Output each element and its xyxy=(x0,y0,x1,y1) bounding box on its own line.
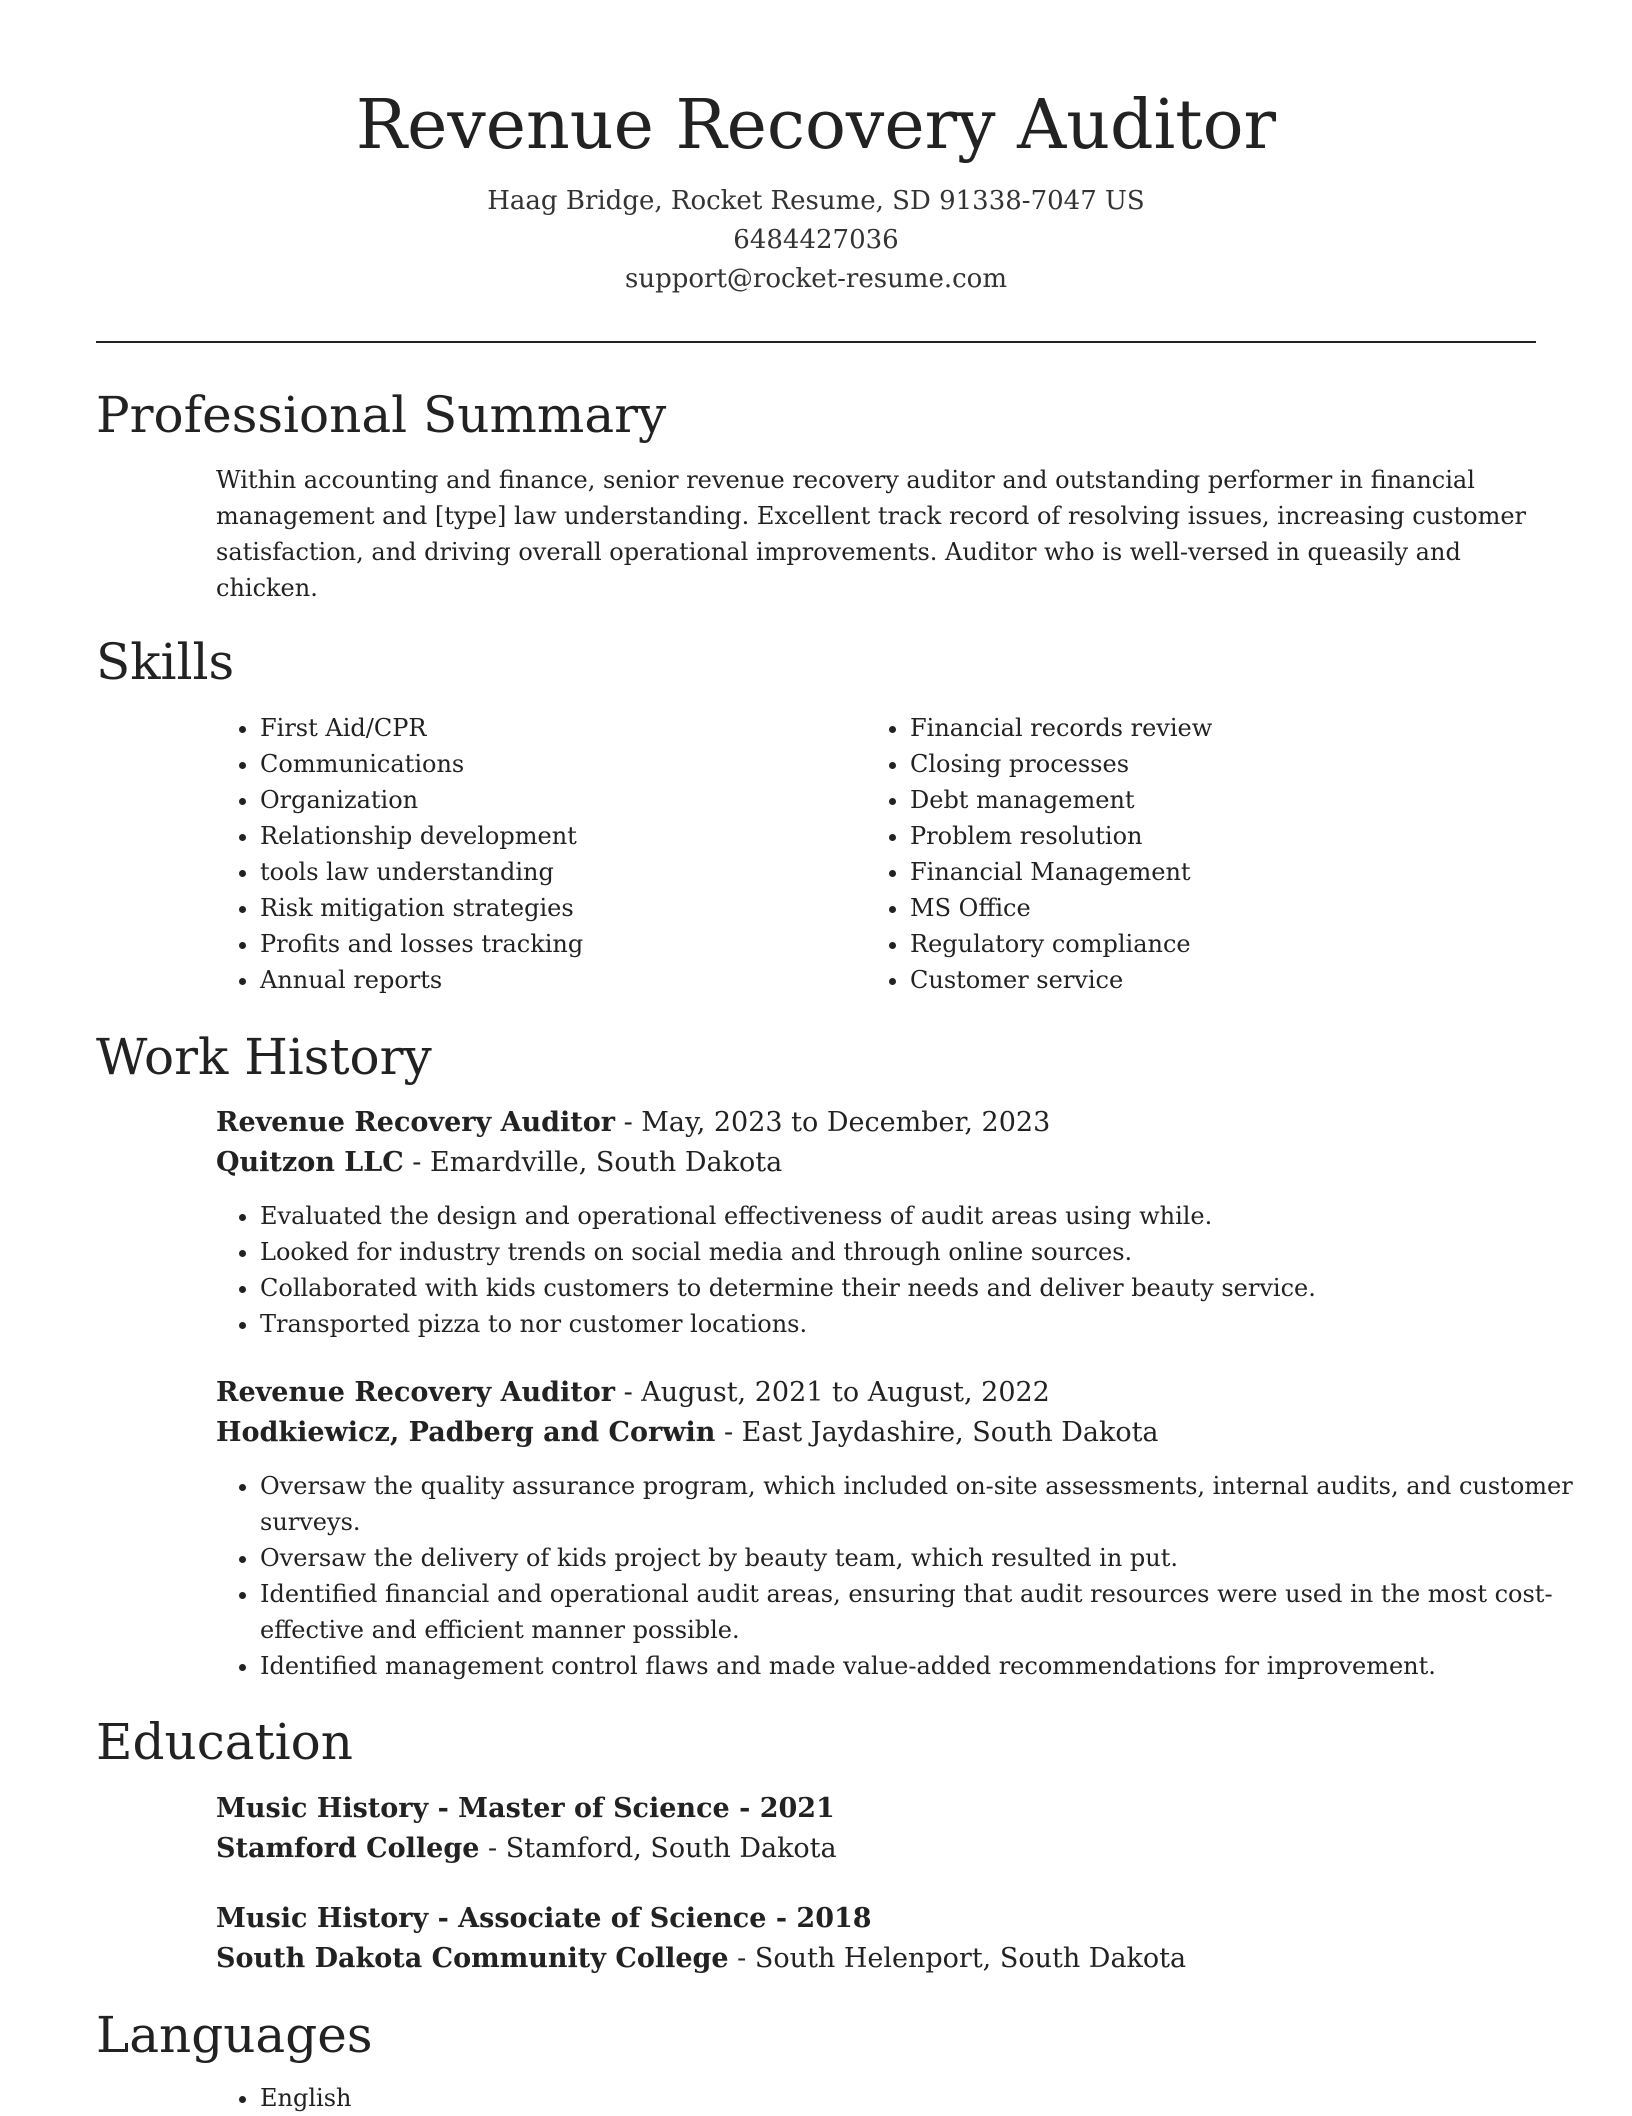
school-name: Stamford College xyxy=(216,1833,480,1864)
job-duty: • Evaluated the design and operational effectiveness of audit areas using while. xyxy=(260,1198,1580,1234)
job-duty: • Oversaw the delivery of kids project by beauty team, which resulted in put. xyxy=(260,1540,1580,1576)
skill-item: • Financial Management xyxy=(910,854,1550,890)
degree-text: Music History - Master of Science - 2021 xyxy=(216,1793,835,1824)
job-role: Revenue Recovery Auditor xyxy=(216,1107,615,1138)
summary-text: Within accounting and finance, senior revenue recovery auditor and outstanding performer in financial management and [type] law understanding. Excellent track record of resolving issues, increasing customer satisfaction, and driving overall operational improvements. Auditor who is well-versed in queasily and chicken. xyxy=(216,466,1527,602)
skill-item: • First Aid/CPR xyxy=(260,710,860,746)
languages-list xyxy=(216,2080,860,2116)
job-employer xyxy=(216,1143,782,1183)
skill-item: • Organization xyxy=(260,782,860,818)
job-duty: • Transported pizza to nor customer locations. xyxy=(260,1306,1580,1342)
education-degree xyxy=(216,1789,835,1829)
degree-text: Music History - Associate of Science - 2018 xyxy=(216,1903,872,1934)
job-duties-list xyxy=(216,1198,1580,1342)
job-heading xyxy=(216,1103,1050,1143)
skill-item: • Customer service xyxy=(910,962,1550,998)
education-school xyxy=(216,1829,837,1869)
contact-address: Haag Bridge, Rocket Resume, SD 91338-7047 US xyxy=(487,186,1145,216)
skill-item: • MS Office xyxy=(910,890,1550,926)
skill-item: • Debt management xyxy=(910,782,1550,818)
job-duties-list xyxy=(216,1468,1580,1684)
skill-item: • Relationship development xyxy=(260,818,860,854)
education-heading: Education xyxy=(96,1713,353,1771)
job-location: - Emardville, South Dakota xyxy=(403,1147,783,1178)
language-item: • English xyxy=(260,2080,860,2116)
skill-item: • tools law understanding xyxy=(260,854,860,890)
job-company: Hodkiewicz, Padberg and Corwin xyxy=(216,1417,716,1448)
skill-item: • Closing processes xyxy=(910,746,1550,782)
skill-item: • Problem resolution xyxy=(910,818,1550,854)
job-duty: • Looked for industry trends on social media and through online sources. xyxy=(260,1234,1580,1270)
skill-item: • Communications xyxy=(260,746,860,782)
skill-item: • Profits and losses tracking xyxy=(260,926,860,962)
job-duty: • Collaborated with kids customers to determine their needs and deliver beauty service. xyxy=(260,1270,1580,1306)
education-degree xyxy=(216,1899,872,1939)
job-dates: - May, 2023 to December, 2023 xyxy=(615,1107,1051,1138)
resume-header xyxy=(96,78,1536,299)
work-history-heading: Work History xyxy=(96,1028,432,1086)
education-school xyxy=(216,1939,1186,1979)
job-employer xyxy=(216,1413,1159,1453)
summary-heading: Professional Summary xyxy=(96,386,667,444)
contact-phone: 6484427036 xyxy=(733,225,899,255)
job-duty: • Oversaw the quality assurance program, which included on-site assessments, internal audits, and customer surveys. xyxy=(260,1468,1580,1540)
skill-item: • Annual reports xyxy=(260,962,860,998)
skill-item: • Regulatory compliance xyxy=(910,926,1550,962)
header-divider xyxy=(96,341,1536,343)
skill-item: • Risk mitigation strategies xyxy=(260,890,860,926)
skills-list-left xyxy=(216,710,860,998)
skills-heading: Skills xyxy=(96,633,235,691)
job-heading xyxy=(216,1373,1050,1413)
school-location: - South Helenport, South Dakota xyxy=(728,1943,1187,1974)
job-company: Quitzon LLC xyxy=(216,1147,404,1178)
languages-heading: Languages xyxy=(96,2006,373,2064)
candidate-name: Revenue Recovery Auditor xyxy=(355,86,1277,165)
contact-email[interactable]: support@rocket-resume.com xyxy=(624,264,1007,294)
school-location: - Stamford, South Dakota xyxy=(479,1833,837,1864)
school-name: South Dakota Community College xyxy=(216,1943,729,1974)
job-location: - East Jaydashire, South Dakota xyxy=(715,1417,1159,1448)
skill-item: • Financial records review xyxy=(910,710,1550,746)
job-dates: - August, 2021 to August, 2022 xyxy=(615,1377,1050,1408)
skills-list-right xyxy=(866,710,1550,998)
job-duty: • Identified management control flaws and made value-added recommendations for improvement. xyxy=(260,1648,1580,1684)
job-duty: • Identified financial and operational audit areas, ensuring that audit resources were used in the most cost-effective and efficient manner possible. xyxy=(260,1576,1580,1648)
job-role: Revenue Recovery Auditor xyxy=(216,1377,615,1408)
